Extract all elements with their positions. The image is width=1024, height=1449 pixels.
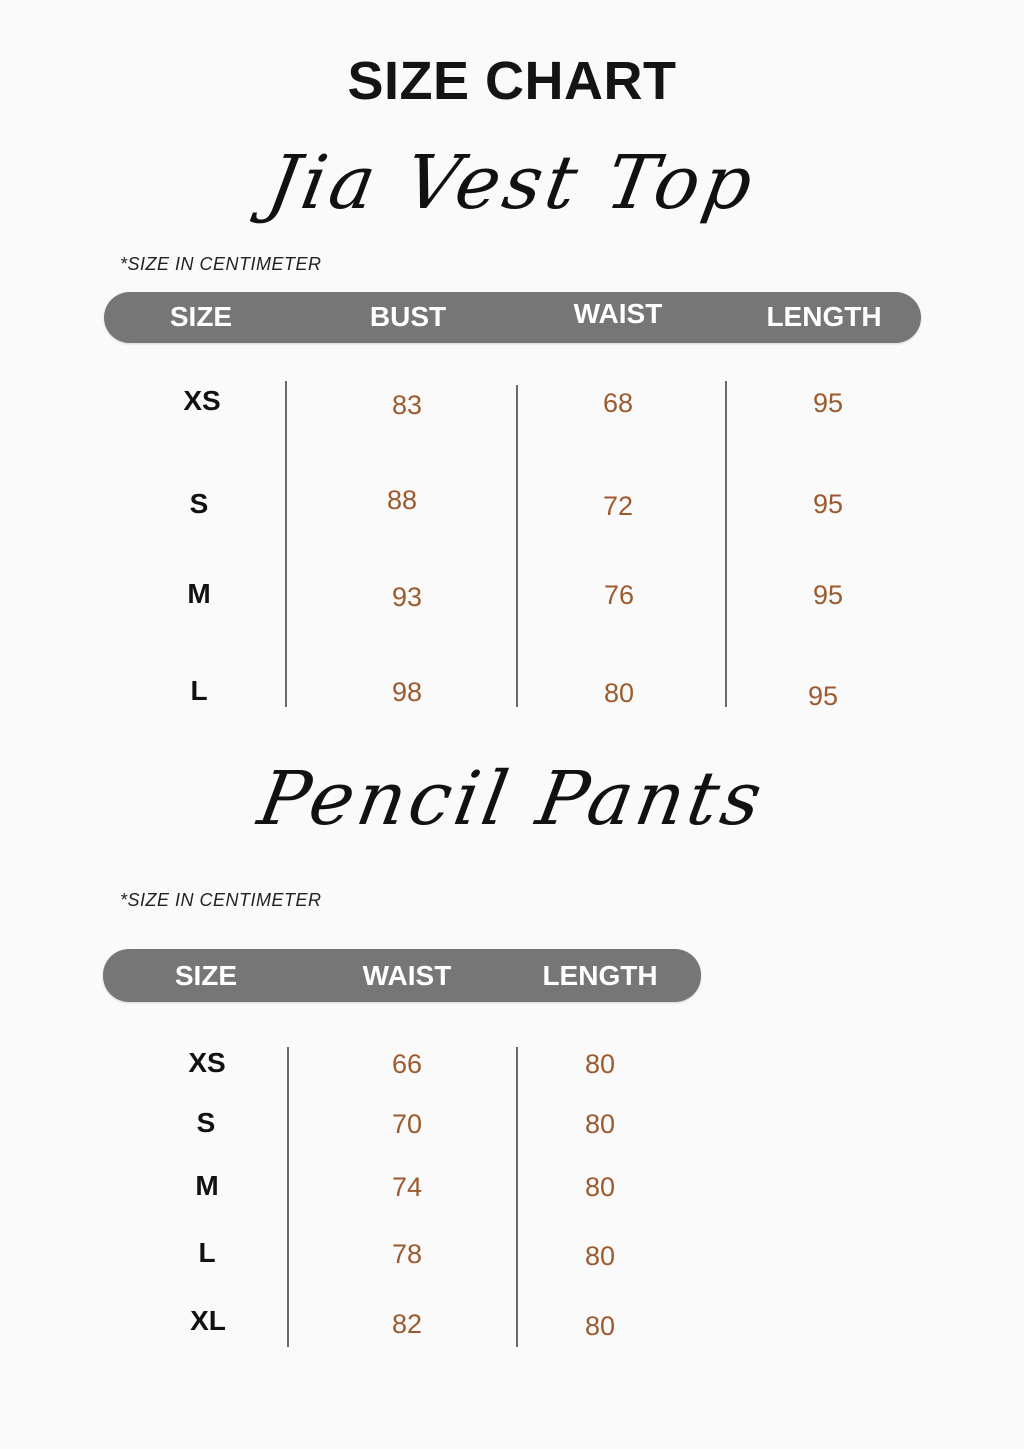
column-divider	[516, 1047, 518, 1347]
column-divider	[725, 381, 727, 707]
header-bust: BUST	[369, 301, 447, 332]
waist-value: 70	[391, 1109, 423, 1139]
table-header-pants	[103, 949, 701, 1002]
size-label: S	[189, 488, 209, 519]
column-divider	[285, 381, 287, 707]
size-label: M	[195, 1170, 219, 1201]
size-label: XS	[183, 385, 221, 416]
page-title: SIZE CHART	[347, 51, 677, 111]
length-value: 80	[584, 1241, 616, 1271]
length-value: 80	[584, 1109, 616, 1139]
waist-value: 78	[391, 1239, 423, 1269]
waist-value: 80	[603, 678, 635, 708]
product-title-pants: Pencil Pants	[252, 756, 772, 842]
length-value: 95	[807, 681, 839, 711]
header-size: SIZE	[169, 301, 233, 332]
size-label: M	[187, 578, 211, 609]
unit-note-vest: *SIZE IN CENTIMETER	[120, 254, 322, 274]
size-label: L	[190, 675, 208, 706]
length-value: 80	[584, 1172, 616, 1202]
length-value: 95	[812, 580, 844, 610]
unit-note-pants: *SIZE IN CENTIMETER	[120, 890, 322, 910]
bust-value: 88	[386, 485, 418, 515]
waist-value: 66	[391, 1049, 423, 1079]
bust-value: 93	[391, 582, 423, 612]
bust-value: 98	[391, 677, 423, 707]
header-waist: WAIST	[362, 960, 452, 991]
size-label: S	[196, 1107, 216, 1138]
header-length: LENGTH	[766, 301, 882, 332]
waist-value: 82	[391, 1309, 423, 1339]
header-size: SIZE	[174, 960, 238, 991]
column-divider	[287, 1047, 289, 1347]
waist-value: 76	[603, 580, 635, 610]
bust-value: 83	[391, 390, 423, 420]
table-header-vest	[104, 292, 921, 343]
length-value: 80	[584, 1311, 616, 1341]
waist-value: 74	[391, 1172, 423, 1202]
length-value: 95	[812, 489, 844, 519]
size-label: XL	[190, 1305, 226, 1336]
header-length: LENGTH	[542, 960, 658, 991]
waist-value: 72	[602, 491, 634, 521]
size-label: L	[198, 1237, 216, 1268]
product-title-vest: Jia Vest Top	[261, 140, 763, 226]
length-value: 80	[584, 1049, 616, 1079]
waist-value: 68	[602, 388, 634, 418]
header-waist: WAIST	[573, 298, 663, 329]
column-divider	[516, 385, 518, 707]
size-label: XS	[188, 1047, 226, 1078]
length-value: 95	[812, 388, 844, 418]
